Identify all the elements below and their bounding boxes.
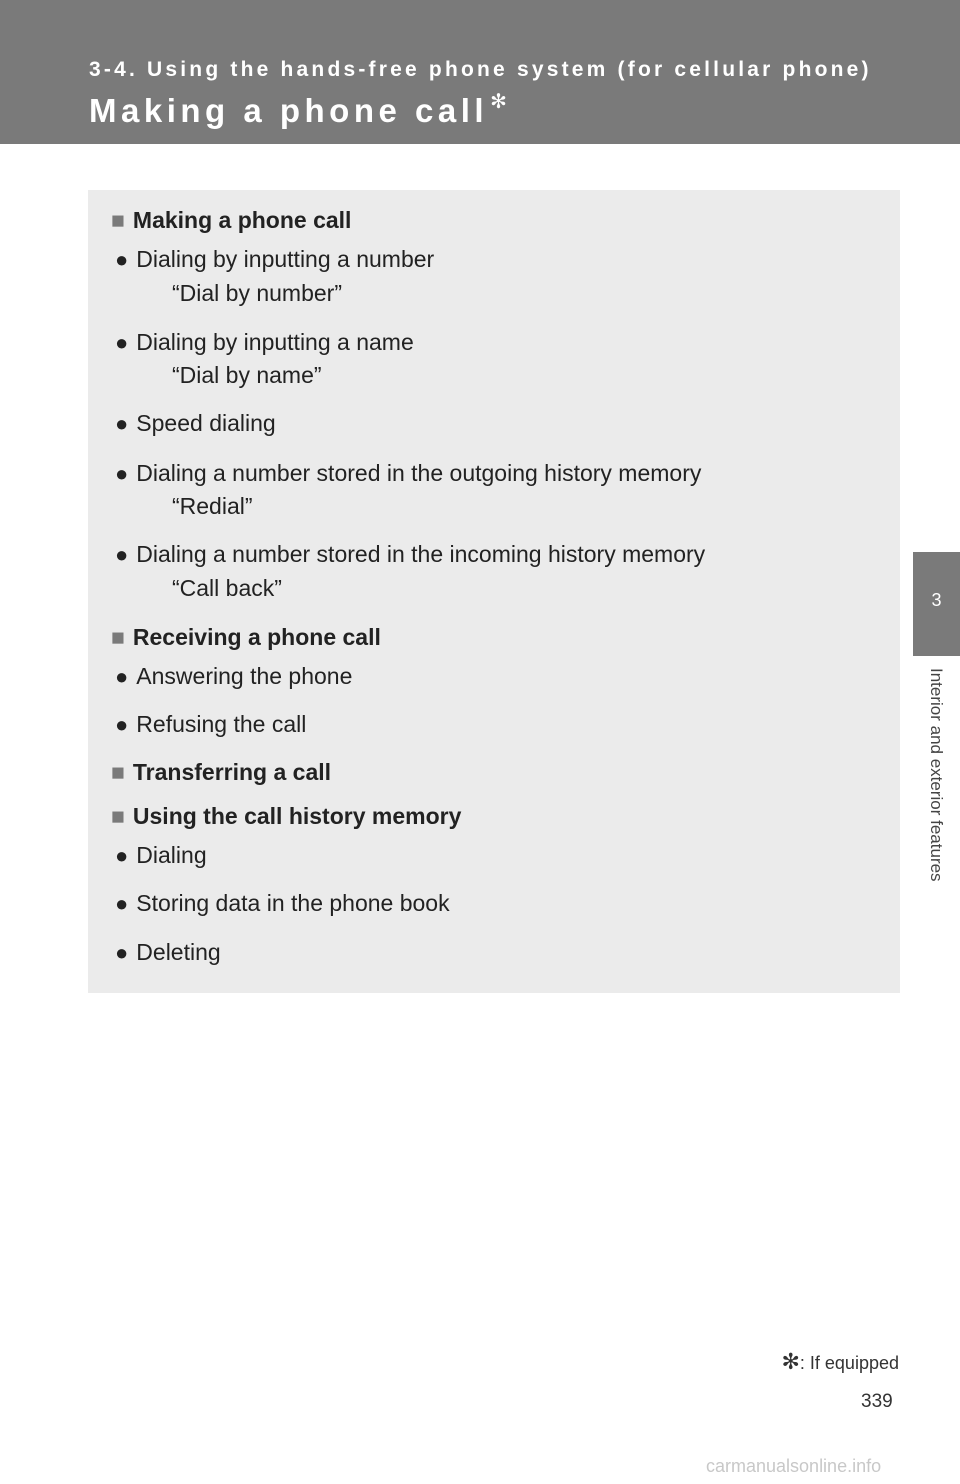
bullet-icon: ● <box>115 664 129 689</box>
bullet-icon: ● <box>115 712 129 737</box>
square-bullet-icon: ■ <box>111 759 125 785</box>
bullet-icon: ● <box>115 891 129 916</box>
section-title: 3-4. Using the hands-free phone system (for cellular phone) <box>89 58 872 81</box>
list-item-subtext: “Dial by number” <box>172 280 342 306</box>
bullet-icon: ● <box>115 330 129 355</box>
list-item <box>115 842 207 869</box>
square-bullet-icon: ■ <box>111 207 125 233</box>
list-item-subtext: “Call back” <box>172 575 282 601</box>
chapter-label: Interior and exterior features <box>926 668 946 882</box>
section-heading <box>111 803 461 830</box>
list-item <box>115 410 276 437</box>
square-bullet-icon: ■ <box>111 803 125 829</box>
list-item-text: Refusing the call <box>136 711 307 737</box>
list-item-subtext: “Dial by name” <box>172 362 322 388</box>
bullet-icon: ● <box>115 843 129 868</box>
list-item-text: Dialing by inputting a number <box>136 246 435 272</box>
list-item <box>115 460 701 487</box>
list-item-subtext: “Redial” <box>172 493 253 519</box>
list-item-text: Dialing a number stored in the outgoing history memory <box>136 460 702 486</box>
list-item-text: Deleting <box>136 939 221 965</box>
section-heading-text: Using the call history memory <box>132 803 462 829</box>
list-item <box>115 711 306 738</box>
list-item <box>115 329 414 356</box>
list-item <box>115 663 352 690</box>
list-item-text: Dialing by inputting a name <box>136 329 414 355</box>
list-item-text: Speed dialing <box>136 410 276 436</box>
section-heading <box>111 624 381 651</box>
footnote-text: : If equipped <box>799 1353 899 1373</box>
asterisk-icon: ✻ <box>490 91 507 113</box>
section-heading <box>111 759 331 786</box>
list-item-text: Answering the phone <box>136 663 353 689</box>
bullet-icon: ● <box>115 411 129 436</box>
list-item <box>115 541 705 568</box>
list-item-text: Dialing a number stored in the incoming history memory <box>136 541 706 567</box>
chapter-label-wrap <box>913 668 960 948</box>
page-number: 339 <box>861 1391 893 1412</box>
page-title <box>89 92 507 130</box>
section-heading-text: Receiving a phone call <box>132 624 381 650</box>
bullet-icon: ● <box>115 247 129 272</box>
list-item-text: Storing data in the phone book <box>136 890 450 916</box>
watermark: carmanualsonline.info <box>706 1456 882 1476</box>
list-item-text: Dialing <box>136 842 207 868</box>
bullet-icon: ● <box>115 461 129 486</box>
bullet-icon: ● <box>115 940 129 965</box>
content-box <box>88 190 900 993</box>
list-item <box>115 246 434 273</box>
list-item <box>115 890 450 917</box>
section-heading-text: Transferring a call <box>132 759 332 785</box>
asterisk-icon: ✻ <box>781 1349 800 1374</box>
chapter-tab <box>913 552 960 656</box>
page-title-text: Making a phone call <box>89 92 489 129</box>
section-heading <box>111 207 351 234</box>
list-item <box>115 939 221 966</box>
section-heading-text: Making a phone call <box>132 207 352 233</box>
footnote <box>781 1349 899 1375</box>
chapter-number: 3 <box>931 590 942 610</box>
square-bullet-icon: ■ <box>111 624 125 650</box>
bullet-icon: ● <box>115 542 129 567</box>
